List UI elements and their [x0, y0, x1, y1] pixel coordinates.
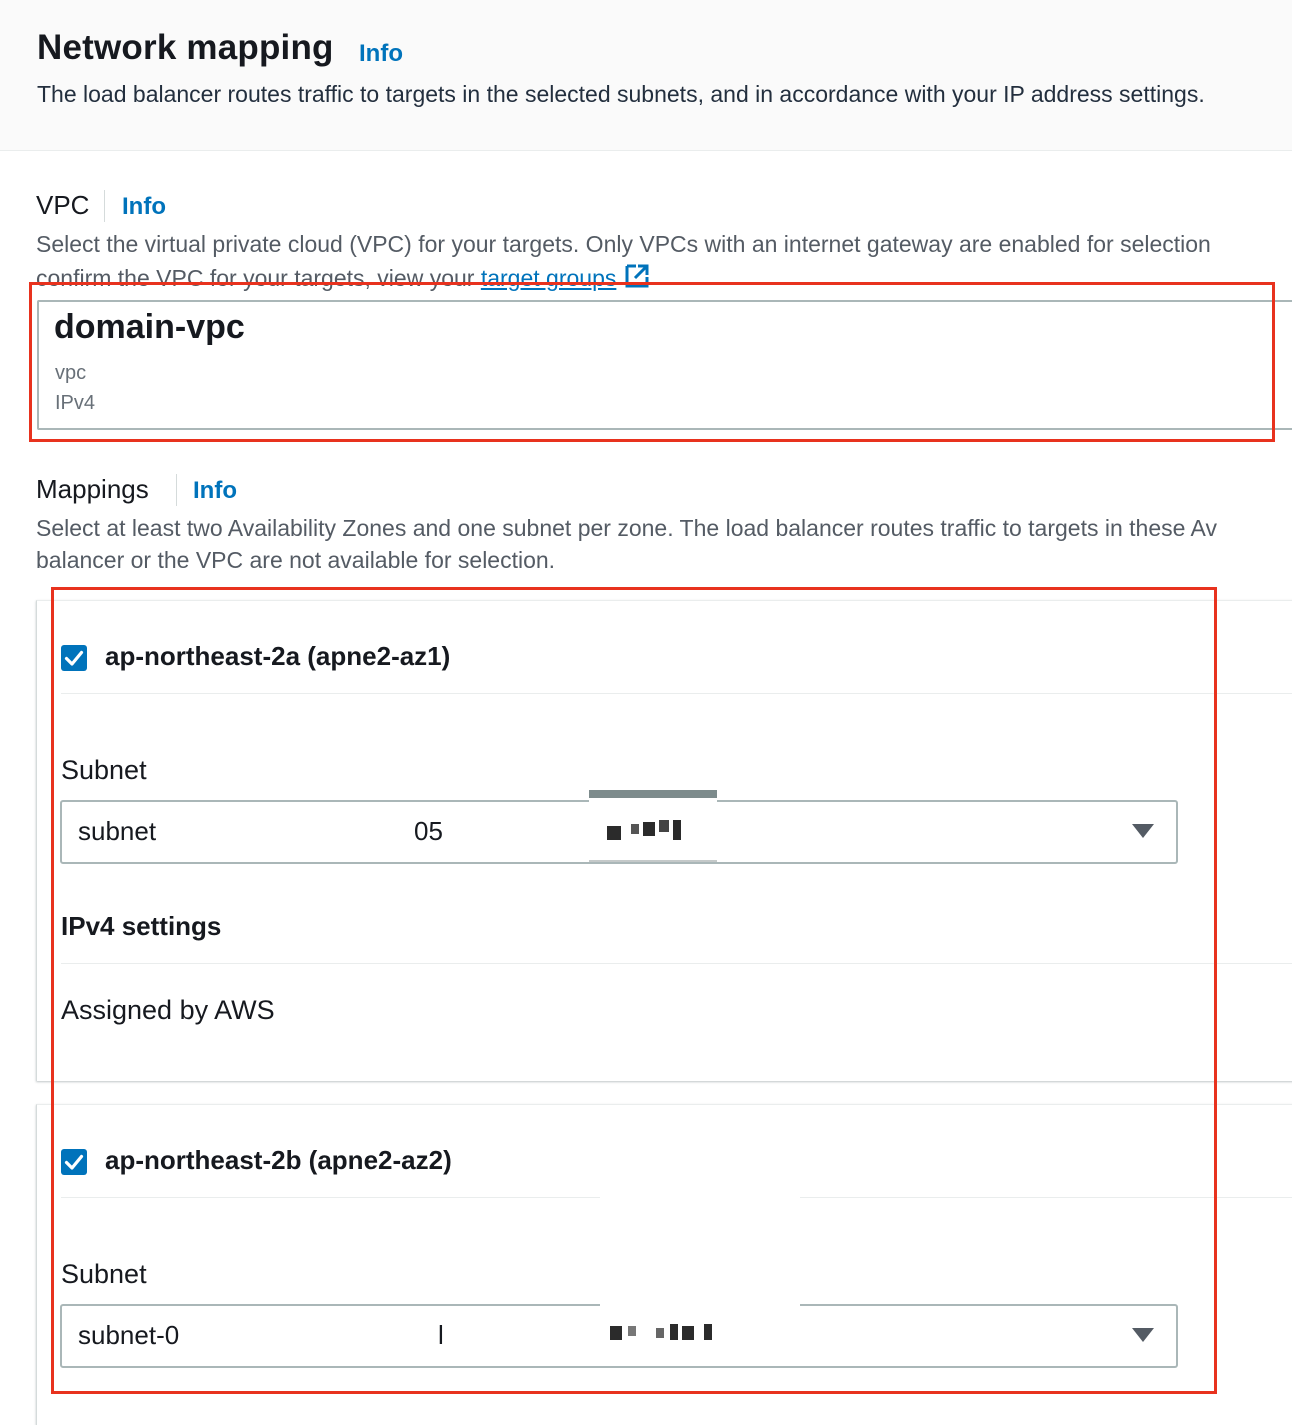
subnet-label: Subnet [61, 1259, 147, 1289]
subnet-select-fragment: 05 [414, 816, 443, 846]
chevron-down-icon [1132, 1328, 1154, 1342]
vpc-description-line2 [36, 263, 650, 292]
vpc-selected-id: vpc [55, 362, 87, 384]
external-link-icon[interactable] [624, 263, 650, 289]
header-info-link[interactable]: Info [359, 40, 403, 67]
vpc-selected-name: domain-vpc [54, 308, 245, 346]
target-groups-link[interactable]: target groups [480, 265, 617, 291]
az-card-divider [61, 693, 1292, 694]
subnet-select-value: subnet [78, 816, 157, 846]
vpc-label: VPC [36, 190, 90, 220]
vpc-label-divider [104, 190, 105, 222]
az-label-apne2-az1: ap-northeast-2a (apne2-az1) [105, 641, 451, 671]
checkmark-icon [61, 1149, 87, 1175]
checkmark-icon [61, 645, 87, 671]
mappings-label-divider [176, 474, 177, 506]
subnet-select-value: subnet-0 [78, 1320, 180, 1350]
az-checkbox-apne2-az2[interactable] [61, 1149, 87, 1175]
subnet-select-fragment: l [438, 1320, 444, 1350]
mappings-info-link[interactable]: Info [193, 477, 237, 504]
vpc-info-link[interactable]: Info [122, 193, 166, 220]
section-title: Network mapping [37, 28, 334, 67]
az-checkbox-apne2-az1[interactable] [61, 645, 87, 671]
ipv4-settings-heading: IPv4 settings [61, 911, 222, 941]
subnet-label: Subnet [61, 755, 147, 785]
mappings-label: Mappings [36, 474, 149, 504]
vpc-selected-cidr: IPv4 [55, 392, 95, 414]
vpc-description-text: confirm the VPC for your targets, view your [36, 265, 475, 291]
section-description: The load balancer routes traffic to targets in the selected subnets, and in accordance with your IP address settings. [37, 81, 1205, 107]
ipv4-divider [61, 963, 1292, 964]
az-label-apne2-az2: ap-northeast-2b (apne2-az2) [105, 1145, 452, 1175]
ipv4-settings-value: Assigned by AWS [61, 995, 275, 1025]
vpc-selector[interactable] [37, 300, 1292, 430]
chevron-down-icon [1132, 824, 1154, 838]
redaction-overlay [589, 790, 717, 862]
section-header [0, 0, 1292, 151]
mappings-description-line2: balancer or the VPC are not available for selection. [36, 547, 556, 573]
mappings-description-line1: Select at least two Availability Zones and one subnet per zone. The load balancer routes traffic to targets in these Av [36, 515, 1217, 541]
redaction-overlay [600, 1160, 800, 1355]
vpc-description-line1: Select the virtual private cloud (VPC) for your targets. Only VPCs with an internet gateway are enabled for selection [36, 231, 1211, 257]
